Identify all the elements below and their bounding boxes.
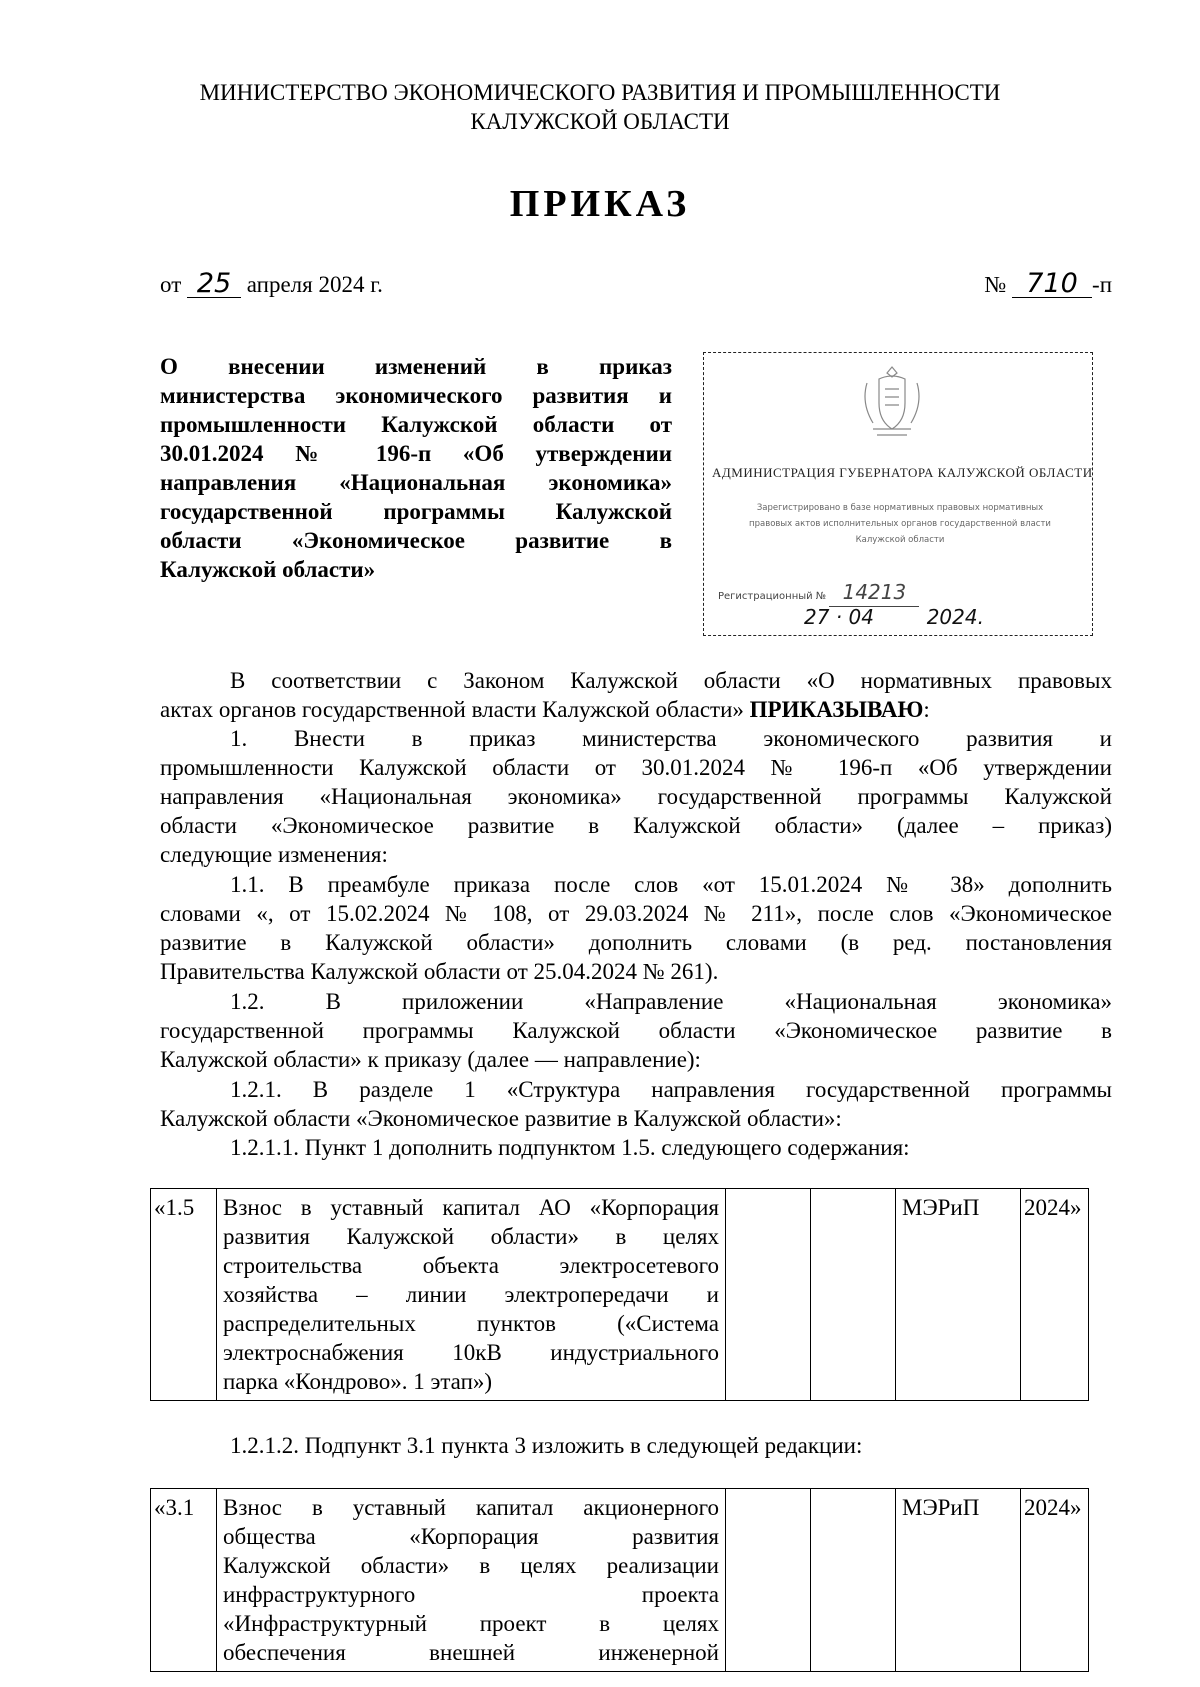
decree-word: ПРИКАЗЫВАЮ bbox=[749, 697, 924, 722]
ministry-line-2: КАЛУЖСКОЙ ОБЛАСТИ bbox=[470, 109, 730, 134]
subject-line: министерства экономического развития и bbox=[160, 383, 672, 408]
number-handwritten: 710 bbox=[1012, 270, 1092, 298]
table-cell-year: 2024» bbox=[1021, 1189, 1089, 1401]
table-cell-responsible: МЭРиП bbox=[896, 1189, 1021, 1401]
registration-stamp bbox=[703, 352, 1093, 636]
body-line: развитие в Калужской области» дополнить словами (в ред. постановления bbox=[160, 930, 1112, 955]
order-subject bbox=[160, 352, 672, 584]
body-line: Калужской области» к приказу (далее — направление): bbox=[160, 1047, 701, 1072]
document-title: ПРИКАЗ bbox=[509, 183, 691, 225]
body-paragraph-6: 1.2.1.1. Пункт 1 дополнить подпунктом 1.5. следующего содержания: bbox=[230, 1135, 910, 1160]
date-prefix: от bbox=[160, 272, 182, 297]
body-line: области «Экономическое развитие в Калужской области» (далее – приказ) bbox=[160, 813, 1112, 838]
body-paragraph-5 bbox=[160, 1075, 1112, 1133]
date-day-handwritten: 25 bbox=[187, 270, 241, 298]
subject-line: Калужской области» bbox=[160, 557, 376, 582]
body-line: государственной программы Калужской области «Экономическое развитие в bbox=[160, 1018, 1112, 1043]
body-paragraph-1 bbox=[160, 666, 1112, 724]
body-line: словами «, от 15.02.2024 № 108, от 29.03.2024 № 211», после слов «Экономическое bbox=[160, 901, 1112, 926]
table-cell-number: «1.5 bbox=[151, 1189, 217, 1401]
table-cell-description: Взнос в уставный капитал АО «Корпорация развития Калужской области» в целях строительства объекта электросетевого хозяйства – линии электропередачи и распределительных пунктов («Система электроснабжения 10кВ индустриального парка «Кондрово». 1 этап») bbox=[217, 1189, 726, 1401]
table-cell-empty bbox=[811, 1489, 896, 1672]
subject-line: области «Экономическое развитие в bbox=[160, 528, 672, 553]
stamp-registration bbox=[718, 579, 919, 607]
stamp-reg-day-month: 27 · 04 bbox=[804, 605, 874, 629]
body-paragraph-2 bbox=[160, 724, 1112, 869]
table-cell-responsible: МЭРиП bbox=[896, 1489, 1021, 1672]
stamp-note-line-3: Калужской области bbox=[855, 535, 945, 545]
table-cell-year: 2024» bbox=[1021, 1489, 1089, 1672]
stamp-organization: АДМИНИСТРАЦИЯ ГУБЕРНАТОРА КАЛУЖСКОЙ ОБЛАСТИ bbox=[712, 465, 1093, 480]
stamp-note-line-1: Зарегистрировано в базе нормативных правовых нормативных bbox=[756, 503, 1044, 513]
table-row bbox=[151, 1189, 1089, 1401]
stamp-reg-label: Регистрационный № bbox=[718, 591, 827, 602]
number-prefix: № bbox=[984, 272, 1007, 297]
table-cell-empty bbox=[811, 1189, 896, 1401]
body-line: актах органов государственной власти Калужской области» ПРИКАЗЫВАЮ: bbox=[160, 697, 930, 722]
body-line: промышленности Калужской области от 30.01.2024 № 196-п «Об утверждении bbox=[160, 755, 1112, 780]
stamp-note-line-2: правовых актов исполнительных органов государственной власти bbox=[749, 519, 1051, 529]
subject-line: промышленности Калужской области от bbox=[160, 412, 672, 437]
date-rest: апреля 2024 г. bbox=[246, 272, 383, 297]
body-paragraph-7: 1.2.1.2. Подпункт 3.1 пункта 3 изложить в следующей редакции: bbox=[230, 1433, 863, 1458]
table-cell-empty bbox=[726, 1489, 811, 1672]
subject-line: направления «Национальная экономика» bbox=[160, 470, 672, 495]
table-cell-description: Взнос в уставный капитал акционерного общества «Корпорация развития Калужской области» в целях реализации инфраструктурного проекта «Инфраструктурный проект в целях обеспечения внешней инженерной bbox=[217, 1489, 726, 1672]
table-cell-empty bbox=[726, 1189, 811, 1401]
table-item-1-5 bbox=[150, 1188, 1089, 1401]
stamp-reg-year: 2024. bbox=[926, 605, 984, 629]
body-paragraph-4 bbox=[160, 987, 1112, 1074]
subject-line: государственной программы Калужской bbox=[160, 499, 672, 524]
body-line: следующие изменения: bbox=[160, 842, 388, 867]
order-number bbox=[984, 270, 1112, 298]
stamp-reg-number: 14213 bbox=[829, 579, 919, 607]
body-paragraph-3 bbox=[160, 870, 1112, 986]
ministry-name bbox=[150, 78, 1050, 136]
subject-line: О внесении изменений в приказ bbox=[160, 354, 672, 379]
subject-line: 30.01.2024 № 196-п «Об утверждении bbox=[160, 441, 672, 466]
coat-of-arms-icon bbox=[859, 363, 925, 443]
body-line: Правительства Калужской области от 25.04.2024 № 261). bbox=[160, 959, 719, 984]
body-line: 1.2.1. В разделе 1 «Структура направления государственной программы bbox=[230, 1077, 1112, 1102]
ministry-line-1: МИНИСТЕРСТВО ЭКОНОМИЧЕСКОГО РАЗВИТИЯ И ПРОМЫШЛЕННОСТИ bbox=[199, 80, 1001, 105]
body-line: 1.2. В приложении «Направление «Национальная экономика» bbox=[230, 989, 1112, 1014]
table-item-3-1 bbox=[150, 1488, 1089, 1672]
table-row bbox=[151, 1489, 1089, 1672]
table-cell-number: «3.1 bbox=[151, 1489, 217, 1672]
body-line: направления «Национальная экономика» государственной программы Калужской bbox=[160, 784, 1112, 809]
stamp-reg-date bbox=[804, 605, 984, 629]
body-line: В соответствии с Законом Калужской области «О нормативных правовых bbox=[230, 668, 1112, 693]
number-suffix: -п bbox=[1092, 272, 1112, 297]
order-date bbox=[160, 270, 383, 298]
body-line: Калужской области «Экономическое развитие в Калужской области»: bbox=[160, 1106, 842, 1131]
body-line: 1.1. В преамбуле приказа после слов «от 15.01.2024 № 38» дополнить bbox=[230, 872, 1112, 897]
body-line: 1. Внести в приказ министерства экономического развития и bbox=[230, 726, 1112, 751]
